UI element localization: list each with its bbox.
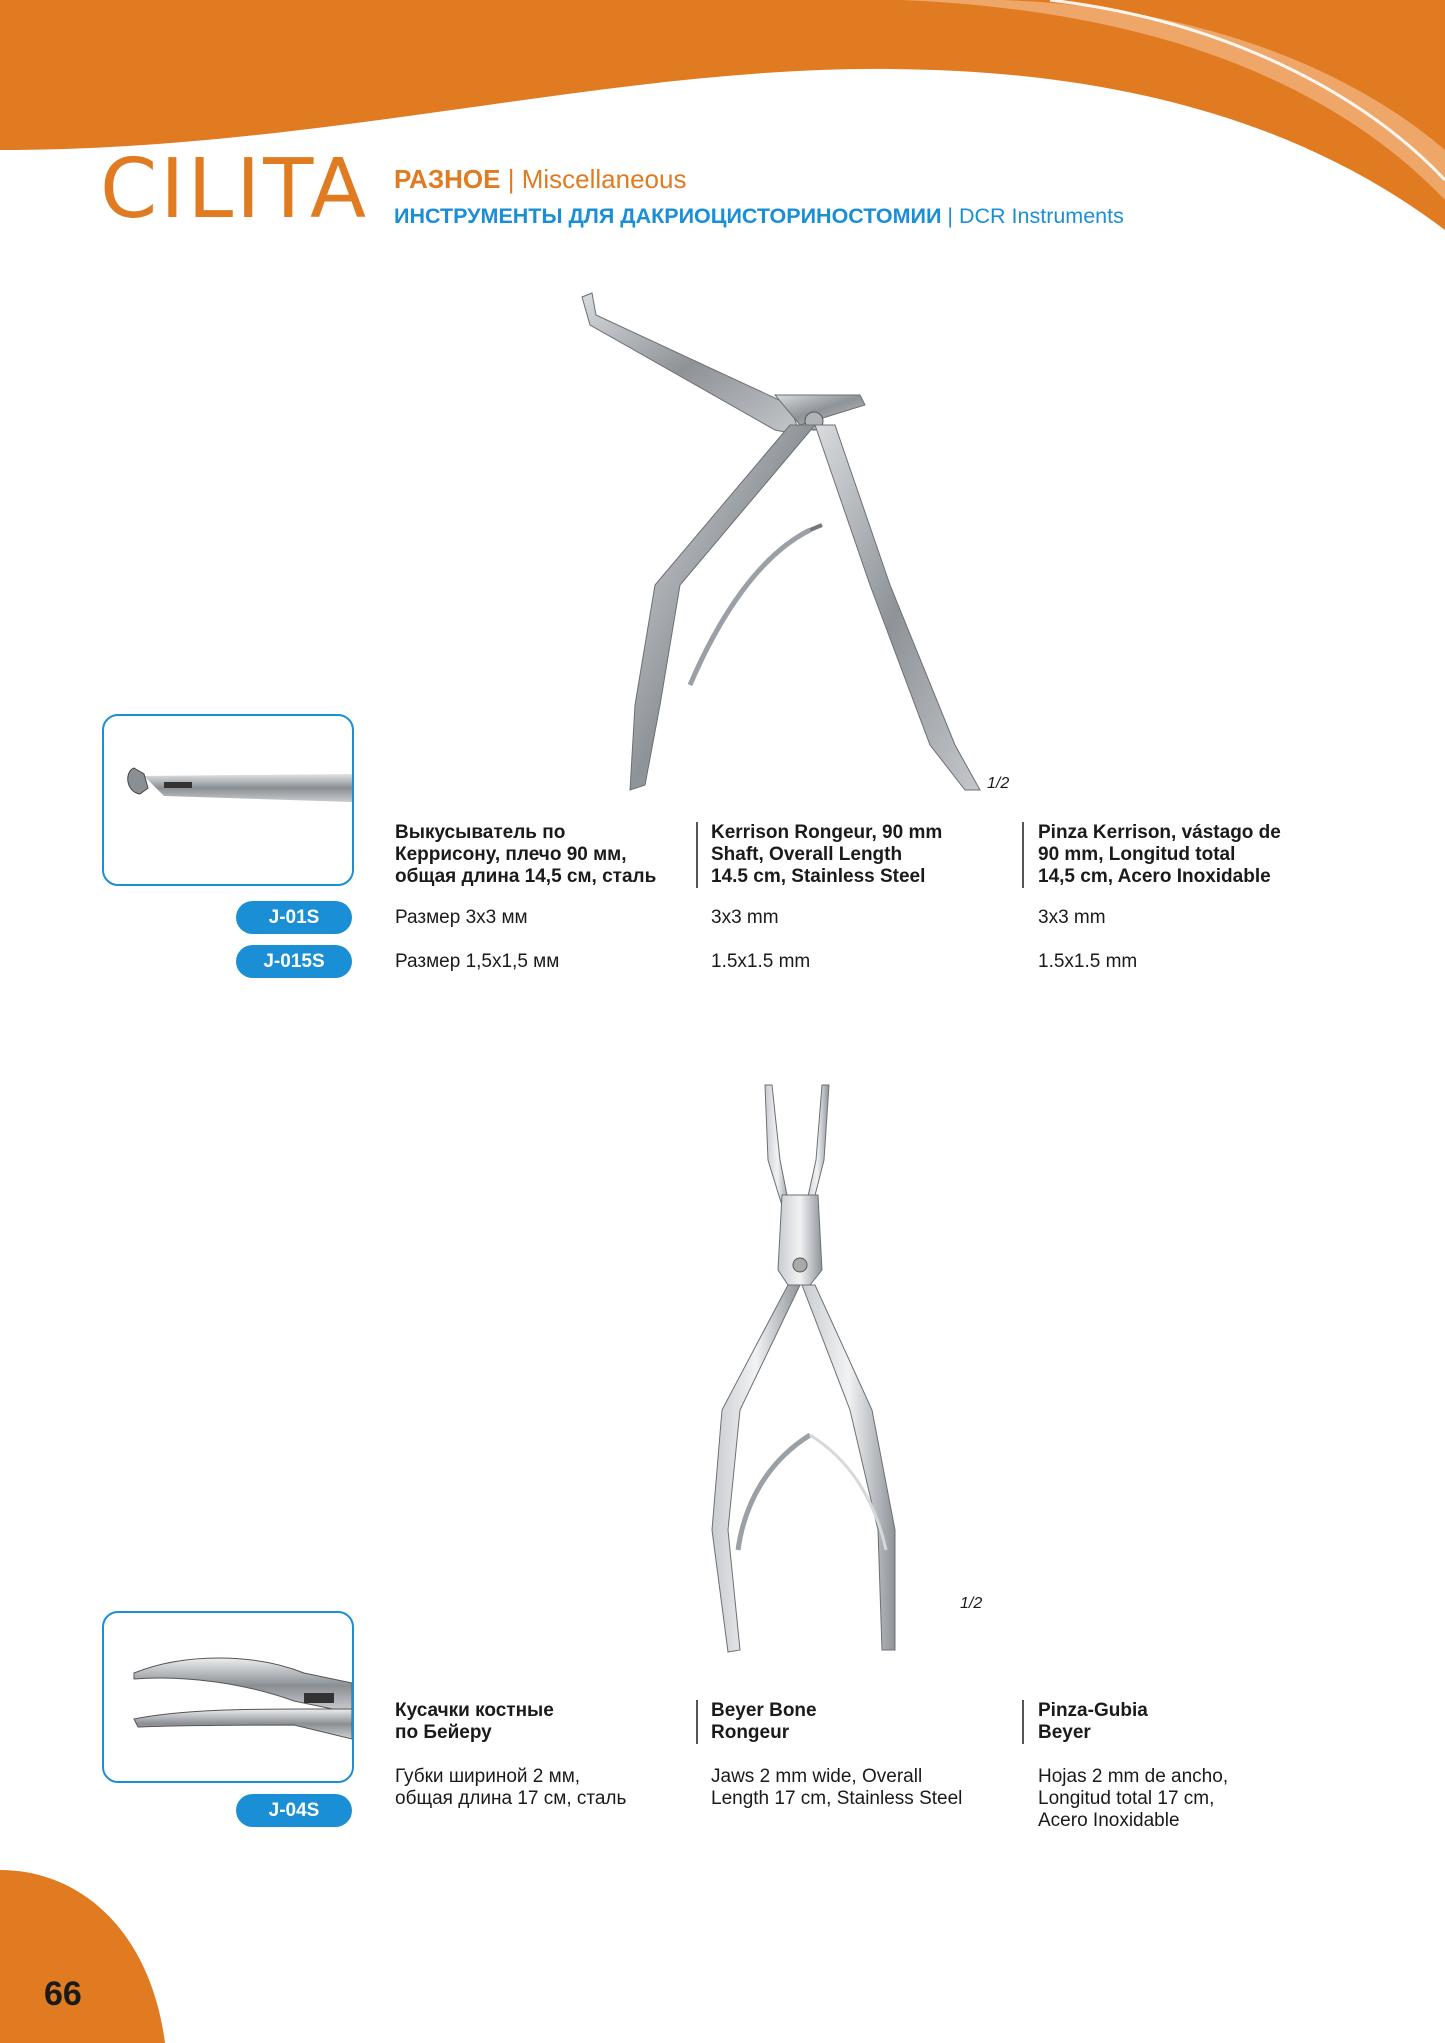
product-desc-en: Jaws 2 mm wide, Overall Length 17 cm, Stainless Steel [711, 1766, 963, 1809]
subsection-separator: | [947, 204, 953, 228]
column-divider [696, 1700, 698, 1744]
scale-label: 1/2 [960, 1595, 983, 1612]
brand-logo: CILITA [100, 142, 370, 237]
section-ru: РАЗНОЕ [394, 164, 501, 194]
product-code-badge: J-015S [236, 945, 352, 978]
column-divider [696, 822, 698, 888]
subsection-title [394, 204, 1124, 229]
variant-size-ru: Размер 3x3 мм [395, 907, 528, 928]
variant-size-ru: Размер 1,5x1,5 мм [395, 951, 560, 972]
product-code-badge: J-04S [236, 1794, 352, 1827]
product-title-ru: Выкусыватель по Керрисону, плечо 90 мм, общая длина 14,5 см, сталь [395, 822, 657, 887]
subsection-ru: ИНСТРУМЕНТЫ ДЛЯ ДАКРИОЦИСТОРИНОСТОМИИ [394, 204, 942, 228]
product-title-ru: Кусачки костные по Бейеру [395, 1700, 554, 1743]
column-divider [1022, 822, 1024, 888]
product-title-en: Kerrison Rongeur, 90 mm Shaft, Overall Length 14.5 cm, Stainless Steel [711, 822, 943, 887]
product-title-es: Pinza Kerrison, vástago de 90 mm, Longitud total 14,5 cm, Acero Inoxidable [1038, 822, 1281, 887]
page-number: 66 [44, 1975, 82, 2013]
beyer-rongeur-image [650, 1080, 983, 1660]
variant-size-es: 1.5x1.5 mm [1038, 951, 1138, 972]
product-desc-es: Hojas 2 mm de ancho, Longitud total 17 cm, Acero Inoxidable [1038, 1766, 1229, 1831]
variant-size-en: 1.5x1.5 mm [711, 951, 811, 972]
product-code-badge: J-01S [236, 901, 352, 934]
scale-label: 1/2 [987, 775, 1010, 792]
section-en: Miscellaneous [521, 164, 687, 194]
section-separator: | [507, 164, 515, 194]
kerrison-rongeur-image [560, 285, 1020, 795]
variant-size-en: 3x3 mm [711, 907, 779, 928]
rongeur-jaws-detail [104, 1613, 352, 1781]
section-title [394, 164, 686, 195]
page-corner-shape [0, 1870, 180, 2043]
detail-thumbnail [102, 714, 354, 886]
column-divider [1022, 1700, 1024, 1744]
product-desc-ru: Губки шириной 2 мм, общая длина 17 см, сталь [395, 1766, 627, 1809]
variant-size-es: 3x3 mm [1038, 907, 1106, 928]
rongeur-tip-detail [104, 716, 352, 884]
product-title-en: Beyer Bone Rongeur [711, 1700, 817, 1743]
product-title-es: Pinza-Gubia Beyer [1038, 1700, 1148, 1743]
detail-thumbnail [102, 1611, 354, 1783]
subsection-en: DCR Instruments [958, 204, 1124, 228]
